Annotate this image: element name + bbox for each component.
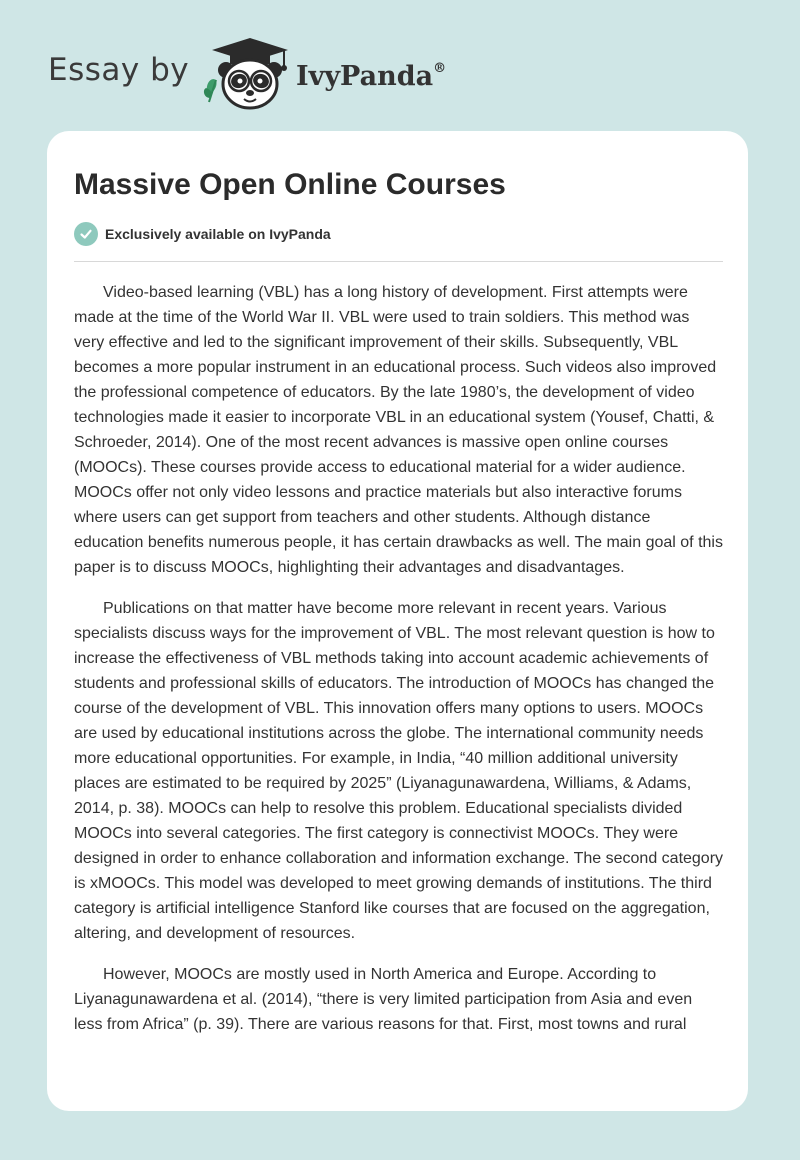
essay-title: Massive Open Online Courses [74,168,506,201]
paragraph: Publications on that matter have become more relevant in recent years. Various specialists discuss ways for the improvement of VBL. The most relevant question is how to increase the effectiveness of VBL methods taking into account academic achievements of students and professional skills of educators. The introduction of MOOCs has changed the course of the development of VBL. This innovation offers many options to users. MOOCs are used by educational institutions across the globe. The international community needs more educational opportunities. For example, in India, “40 million additional university places are estimated to be required by 2025” (Liyanagunawardena, Williams, & Adams, 2014, p. 38). MOOCs can help to resolve this problem. Educational specialists divided MOOCs into several categories. The first category is connectivist MOOCs. They were designed in order to enhance collaboration and information exchange. The second category is xMOOCs. This model was developed to meet growing demands of institutions. The third category is artificial intelligence Stanford like courses that are focused on the aggregation, altering, and development of resources. [74,600,724,942]
brand-name-text: IvyPanda [296,61,434,92]
essay-by-label: Essay by [48,52,190,88]
registered-mark: ® [433,61,447,76]
exclusive-badge [74,222,331,246]
panda-graduate-logo-icon[interactable] [200,36,292,110]
paragraph: However, MOOCs are mostly used in North America and Europe. According to Liyanagunawardena et al. (2014), “there is very limited participation from Asia and even less from Africa” (p. 39). There are various reasons for that. First, most towns and rural [74,966,693,1033]
brand-name[interactable] [296,54,446,95]
title-divider [74,261,723,262]
essay-body [74,280,724,1053]
exclusive-badge-text: Exclusively available on IvyPanda [105,226,331,242]
essay-card [47,131,748,1111]
check-circle-icon [74,222,98,246]
site-header [0,0,800,130]
paragraph: Video-based learning (VBL) has a long history of development. First attempts were made at the time of the World War II. VBL were used to train soldiers. This method was very effective and led to the significant improvement of their skills. Subsequently, VBL becomes a more popular instrument in an educational process. Such videos also improved the professional competence of educators. By the late 1980’s, the development of video technologies made it easier to incorporate VBL in an educational system (Yousef, Chatti, & Schroeder, 2014). One of the most recent advances is massive open online courses (MOOCs). These courses provide access to educational material for a wider audience. MOOCs offer not only video lessons and practice materials but also interactive forums where users can get support from teachers and other students. Although distance education benefits numerous people, it has certain drawbacks as well. The main goal of this paper is to discuss MOOCs, highlighting their advantages and disadvantages. [74,284,723,576]
